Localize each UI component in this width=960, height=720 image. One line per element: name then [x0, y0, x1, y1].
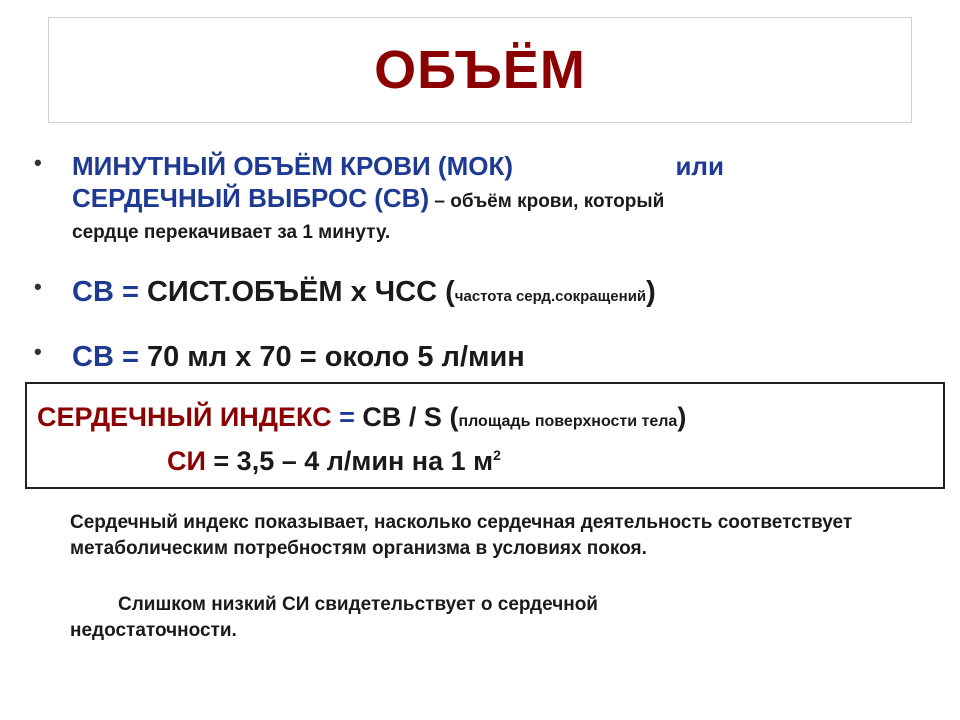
si-label: СИ — [167, 446, 206, 476]
sv-definition: – объём крови, который — [429, 191, 665, 212]
low-ci-line2: недостаточности. — [70, 620, 237, 641]
bullet1-line3: сердце перекачивает за 1 минуту. — [72, 222, 391, 243]
equals-sign: = — [113, 276, 147, 308]
bullet-item-1 — [34, 150, 724, 248]
paren-open: ( — [441, 402, 459, 432]
bullet1-line2 — [72, 182, 724, 218]
sv-label: СВ — [72, 341, 114, 373]
body-surface-note: площадь поверхности тела — [458, 413, 678, 430]
cardiac-index-term: СЕРДЕЧНЫЙ ИНДЕКС — [37, 402, 332, 432]
bullet-item-2 — [34, 274, 656, 315]
low-ci-note — [70, 592, 910, 644]
sv-term: СЕРДЕЧНЫЙ ВЫБРОС (СВ) — [72, 183, 430, 213]
sv-example: 70 мл х 70 = около 5 л/мин — [146, 341, 525, 373]
slide-title: ОБЪЁМ — [374, 40, 586, 100]
paren-open: ( — [437, 276, 455, 308]
bullet1-line1 — [72, 150, 724, 182]
ci-value-line — [167, 446, 501, 477]
equals-sign: = — [331, 402, 363, 432]
ci-explanation: Сердечный индекс показывает, насколько сердечная деятельность соответствует метаболическим потребностям организма в условиях покоя. — [70, 512, 853, 559]
sv-formula-line — [72, 274, 656, 315]
sv-label: СВ — [72, 276, 114, 308]
bullet-icon: • — [34, 274, 42, 299]
equals-sign: = — [113, 341, 147, 373]
bullet-item-3 — [34, 339, 525, 375]
si-superscript: 2 — [493, 447, 501, 463]
bullet-icon: • — [34, 150, 42, 175]
cardiac-index-box — [25, 382, 945, 489]
title-box — [48, 17, 912, 123]
sv-formula: СИСТ.ОБЪЁМ х ЧСС — [146, 276, 438, 308]
si-value: = 3,5 – 4 л/мин на 1 м — [205, 446, 494, 476]
bullet-icon: • — [34, 339, 42, 364]
ci-formula: СВ / S — [362, 402, 442, 432]
mok-term: МИНУТНЫЙ ОБЪЁМ КРОВИ (МОК) — [72, 151, 513, 181]
paren-close: ) — [646, 276, 656, 308]
sv-example-line — [72, 339, 525, 375]
cardiac-index-formula — [37, 402, 686, 433]
or-word: или — [675, 151, 724, 181]
chss-note: частота серд.сокращений — [454, 288, 647, 305]
low-ci-line1: Слишком низкий СИ свидетельствует о сердечной — [118, 594, 598, 615]
paren-close: ) — [677, 402, 687, 432]
